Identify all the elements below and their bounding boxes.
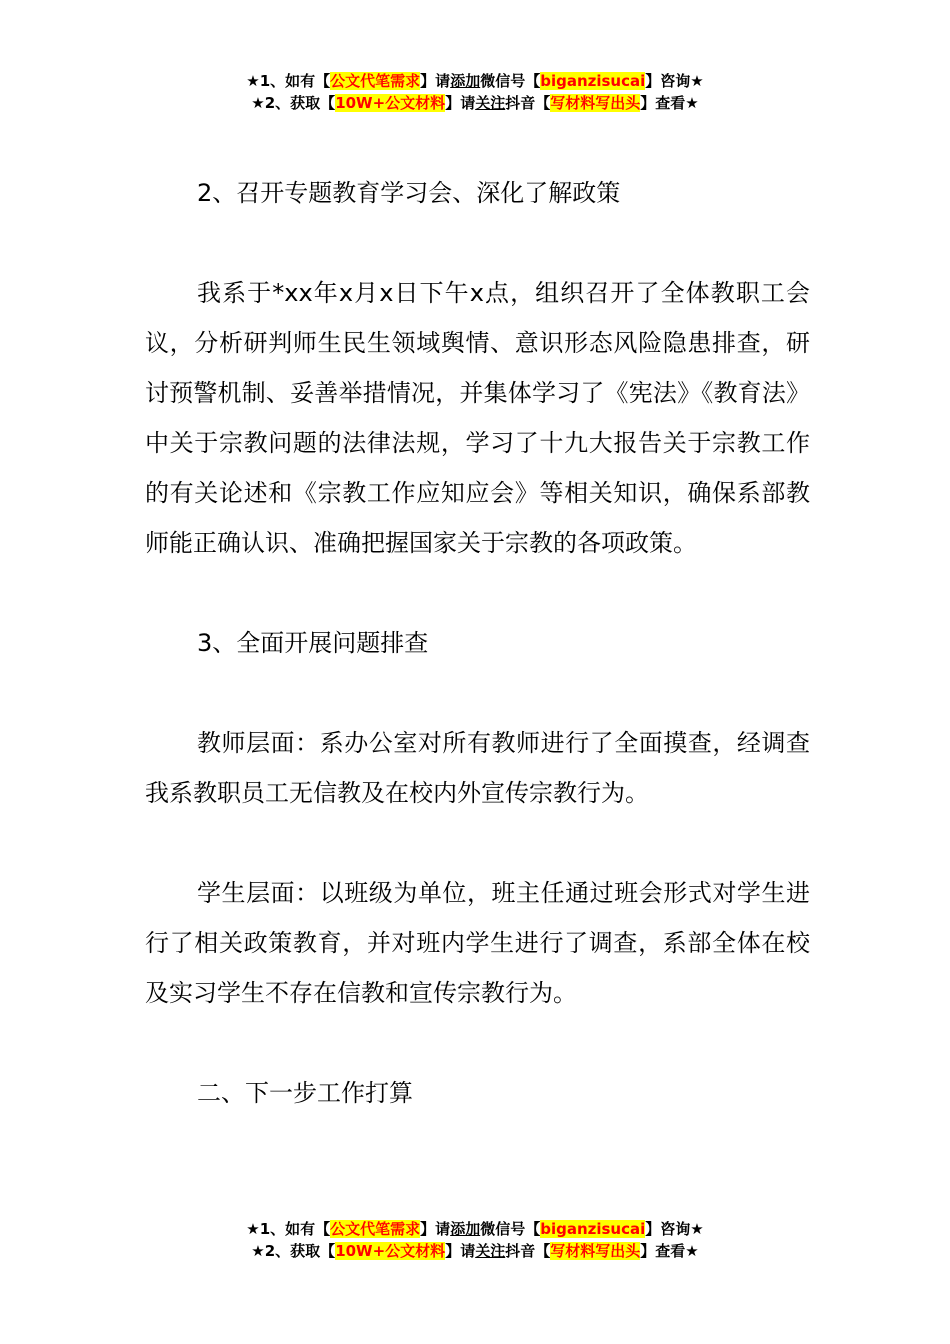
promo-banner-top [0,70,950,114]
paragraph-student-level: 学生层面：以班级为单位，班主任通过班会形式对学生进行了相关政策教育，并对班内学生进行了调查，系部全体在校及实习学生不存在信教和宣传宗教行为。 [145,879,810,1007]
banner-line-2: ★2、获取【10W+公文材料】请关注抖音【写材料写出头】查看★ [251,1242,699,1260]
promo-banner-bottom [0,1218,950,1262]
heading-3: 3、全面开展问题排查 [197,629,429,657]
banner-line-1: ★1、如有【公文代笔需求】请添加微信号【biganzisucai】咨询★ [246,1220,704,1238]
banner-line-2: ★2、获取【10W+公文材料】请关注抖音【写材料写出头】查看★ [251,94,699,112]
highlight-service: 公文代笔需求 [330,1220,421,1238]
section-heading-next-steps: 二、下一步工作打算 [197,1079,413,1107]
highlight-douyin: 写材料写出头 [550,94,641,112]
document-body [145,168,810,1118]
highlight-wechat-id: biganzisucai [540,1220,646,1238]
paragraph-teacher-level: 教师层面：系办公室对所有教师进行了全面摸查，经调查我系教职员工无信教及在校内外宣传宗教行为。 [145,729,810,807]
highlight-service: 公文代笔需求 [330,72,421,90]
highlight-materials: 10W+公文材料 [335,94,446,112]
paragraph-meeting: 我系于*xx年x月x日下午x点，组织召开了全体教职工会议，分析研判师生民生领域舆情、意识形态风险隐患排查，研讨预警机制、妥善举措情况，并集体学习了《宪法》《教育法》中关于宗教问题的法律法规，学习了十九大报告关于宗教工作的有关论述和《宗教工作应知应会》等相关知识，确保系部教师能正确认识、准确把握国家关于宗教的各项政策。 [145,279,810,557]
highlight-wechat-id: biganzisucai [540,72,646,90]
banner-line-1: ★1、如有【公文代笔需求】请添加微信号【biganzisucai】咨询★ [246,72,704,90]
heading-2: 2、召开专题教育学习会、深化了解政策 [197,179,621,207]
highlight-douyin: 写材料写出头 [550,1242,641,1260]
highlight-materials: 10W+公文材料 [335,1242,446,1260]
